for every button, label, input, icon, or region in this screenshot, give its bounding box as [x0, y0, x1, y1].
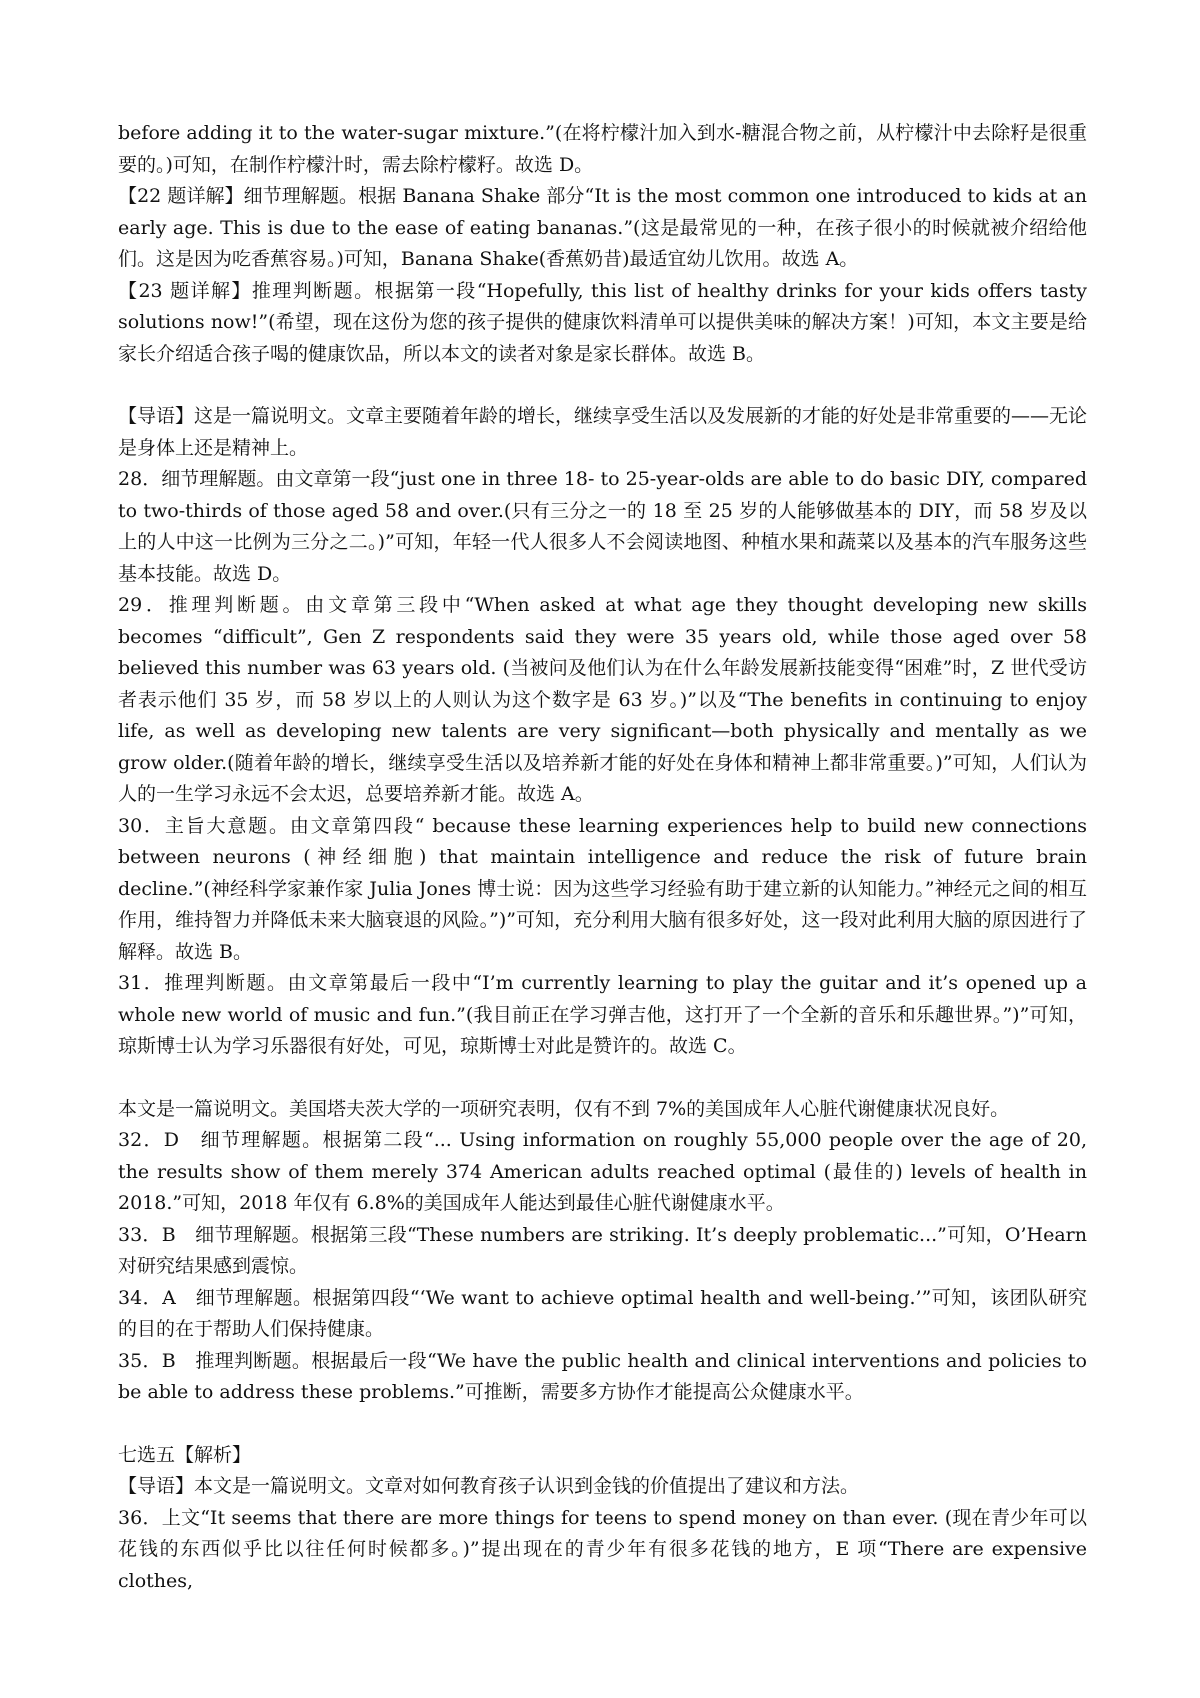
paragraph-lemon-answer: before adding it to the water-sugar mixture.”(在将柠檬汁加入到水-糖混合物之前，从柠檬汁中去除籽是很重要的。)可知，在制作柠檬汁时，需去除柠檬籽。故选 D。	[118, 122, 1087, 176]
paragraph-q35: 35．B 推理判断题。根据最后一段“We have the public health and clinical interventions and policies to be able to address these problems.”可推断，需要多方协作才能提高公众健康水平。	[118, 1349, 1087, 1403]
paragraph-q31: 31．推理判断题。由文章第最后一段中“I’m currently learning to play the guitar and it’s opened up a whole new world of music and fun.”(我目前正在学习弹吉他，这打开了一个全新的音乐和乐趣世界。”)”可知，琼斯博士认为学习乐器很有好处，可见，琼斯博士对此是赞许的。故选 C。	[118, 972, 1087, 1057]
paragraph-intro-skills: 【导语】这是一篇说明文。文章主要随着年龄的增长，继续享受生活以及发展新的才能的好处是非常重要的——无论是身体上还是精神上。	[118, 405, 1088, 459]
paragraph-q29: 29．推理判断题。由文章第三段中“When asked at what age they thought developing new skills becomes “difficult”, Gen Z respondents said they were 35 years old, while those aged over 58 believed this number was 63 years old. (当被问及他们认为在什么年龄发展新技能变得“困难”时，Z 世代受访者表示他们 35 岁，而 58 岁以上的人则认为这个数字是 63 岁。)”以及“The benefits in continuing to enjoy life, as well as developing new talents are very significant—both physically and mentally as we grow older.(随着年龄的增长，继续享受生活以及培养新才能的好处在身体和精神上都非常重要。)”可知，人们认为人的一生学习永远不会太迟，总要培养新才能。故选 A。	[118, 594, 1087, 805]
paragraph-q33: 33．B 细节理解题。根据第三段“These numbers are striking. It’s deeply problematic...”可知，O’Hearn 对研究结果感到震惊。	[118, 1223, 1087, 1277]
paragraph-q30: 30．主旨大意题。由文章第四段“ because these learning experiences help to build new connections between neurons (神经细胞) that maintain intelligence and reduce the risk of future brain decline.”(神经科学家兼作家 Julia Jones 博士说：因为这些学习经验有助于建立新的认知能力。”神经元之间的相互作用，维持智力并降低未来大脑衰退的风险。”)”可知，充分利用大脑有很多好处，这一段对此利用大脑的原因进行了解释。故选 B。	[118, 814, 1087, 963]
paragraph-q34: 34．A 细节理解题。根据第四段“‘We want to achieve optimal health and well-being.’”可知，该团队研究的目的在于帮助人们保持健康。	[118, 1286, 1087, 1340]
paragraph-gap	[118, 1409, 1087, 1440]
paragraph-q22: 【22 题详解】细节理解题。根据 Banana Shake 部分“It is the most common one introduced to kids at an early age. This is due to the ease of eating bananas.”(这是最常见的一种，在孩子很小的时候就被介绍给他们。这是因为吃香蕉容易。)可知，Banana Shake(香蕉奶昔)最适宜幼儿饮用。故选 A。	[118, 185, 1087, 270]
section-heading-seven-choose-five: 七选五【解析】	[118, 1443, 252, 1466]
paragraph-gap	[118, 370, 1087, 401]
paragraph-q36: 36．上文“It seems that there are more things for teens to spend money on than ever. (现在青少年可以花钱的东西似乎比以往任何时候都多。)”提出现在的青少年有很多花钱的地方，E 项“There are expensive clothes,	[118, 1506, 1087, 1592]
paragraph-gap	[118, 1063, 1087, 1094]
paragraph-q28: 28．细节理解题。由文章第一段“just one in three 18- to 25-year-olds are able to do basic DIY, compared to two-thirds of those aged 58 and over.(只有三分之一的 18 至 25 岁的人能够做基本的 DIY，而 58 岁及以上的人中这一比例为三分之二。)”可知，年轻一代人很多人不会阅读地图、种植水果和蔬菜以及基本的汽车服务这些基本技能。故选 D。	[118, 468, 1087, 585]
paragraph-intro-money: 【导语】本文是一篇说明文。文章对如何教育孩子认识到金钱的价值提出了建议和方法。	[118, 1475, 860, 1497]
paragraph-intro-health: 本文是一篇说明文。美国塔夫茨大学的一项研究表明，仅有不到 7%的美国成年人心脏代谢健康状况良好。	[118, 1097, 1010, 1120]
paragraph-q23: 【23 题详解】推理判断题。根据第一段“Hopefully, this list of healthy drinks for your kids offers tasty solutions now!”(希望，现在这份为您的孩子提供的健康饮料清单可以提供美味的解决方案！)可知，本文主要是给家长介绍适合孩子喝的健康饮品，所以本文的读者对象是家长群体。故选 B。	[118, 279, 1087, 365]
paragraph-q32: 32．D 细节理解题。根据第二段“... Using information on roughly 55,000 people over the age of 20, the results show of them merely 374 American adults reached optimal (最佳的) levels of health in 2018.”可知，2018 年仅有 6.8%的美国成年人能达到最佳心脏代谢健康水平。	[118, 1129, 1087, 1214]
